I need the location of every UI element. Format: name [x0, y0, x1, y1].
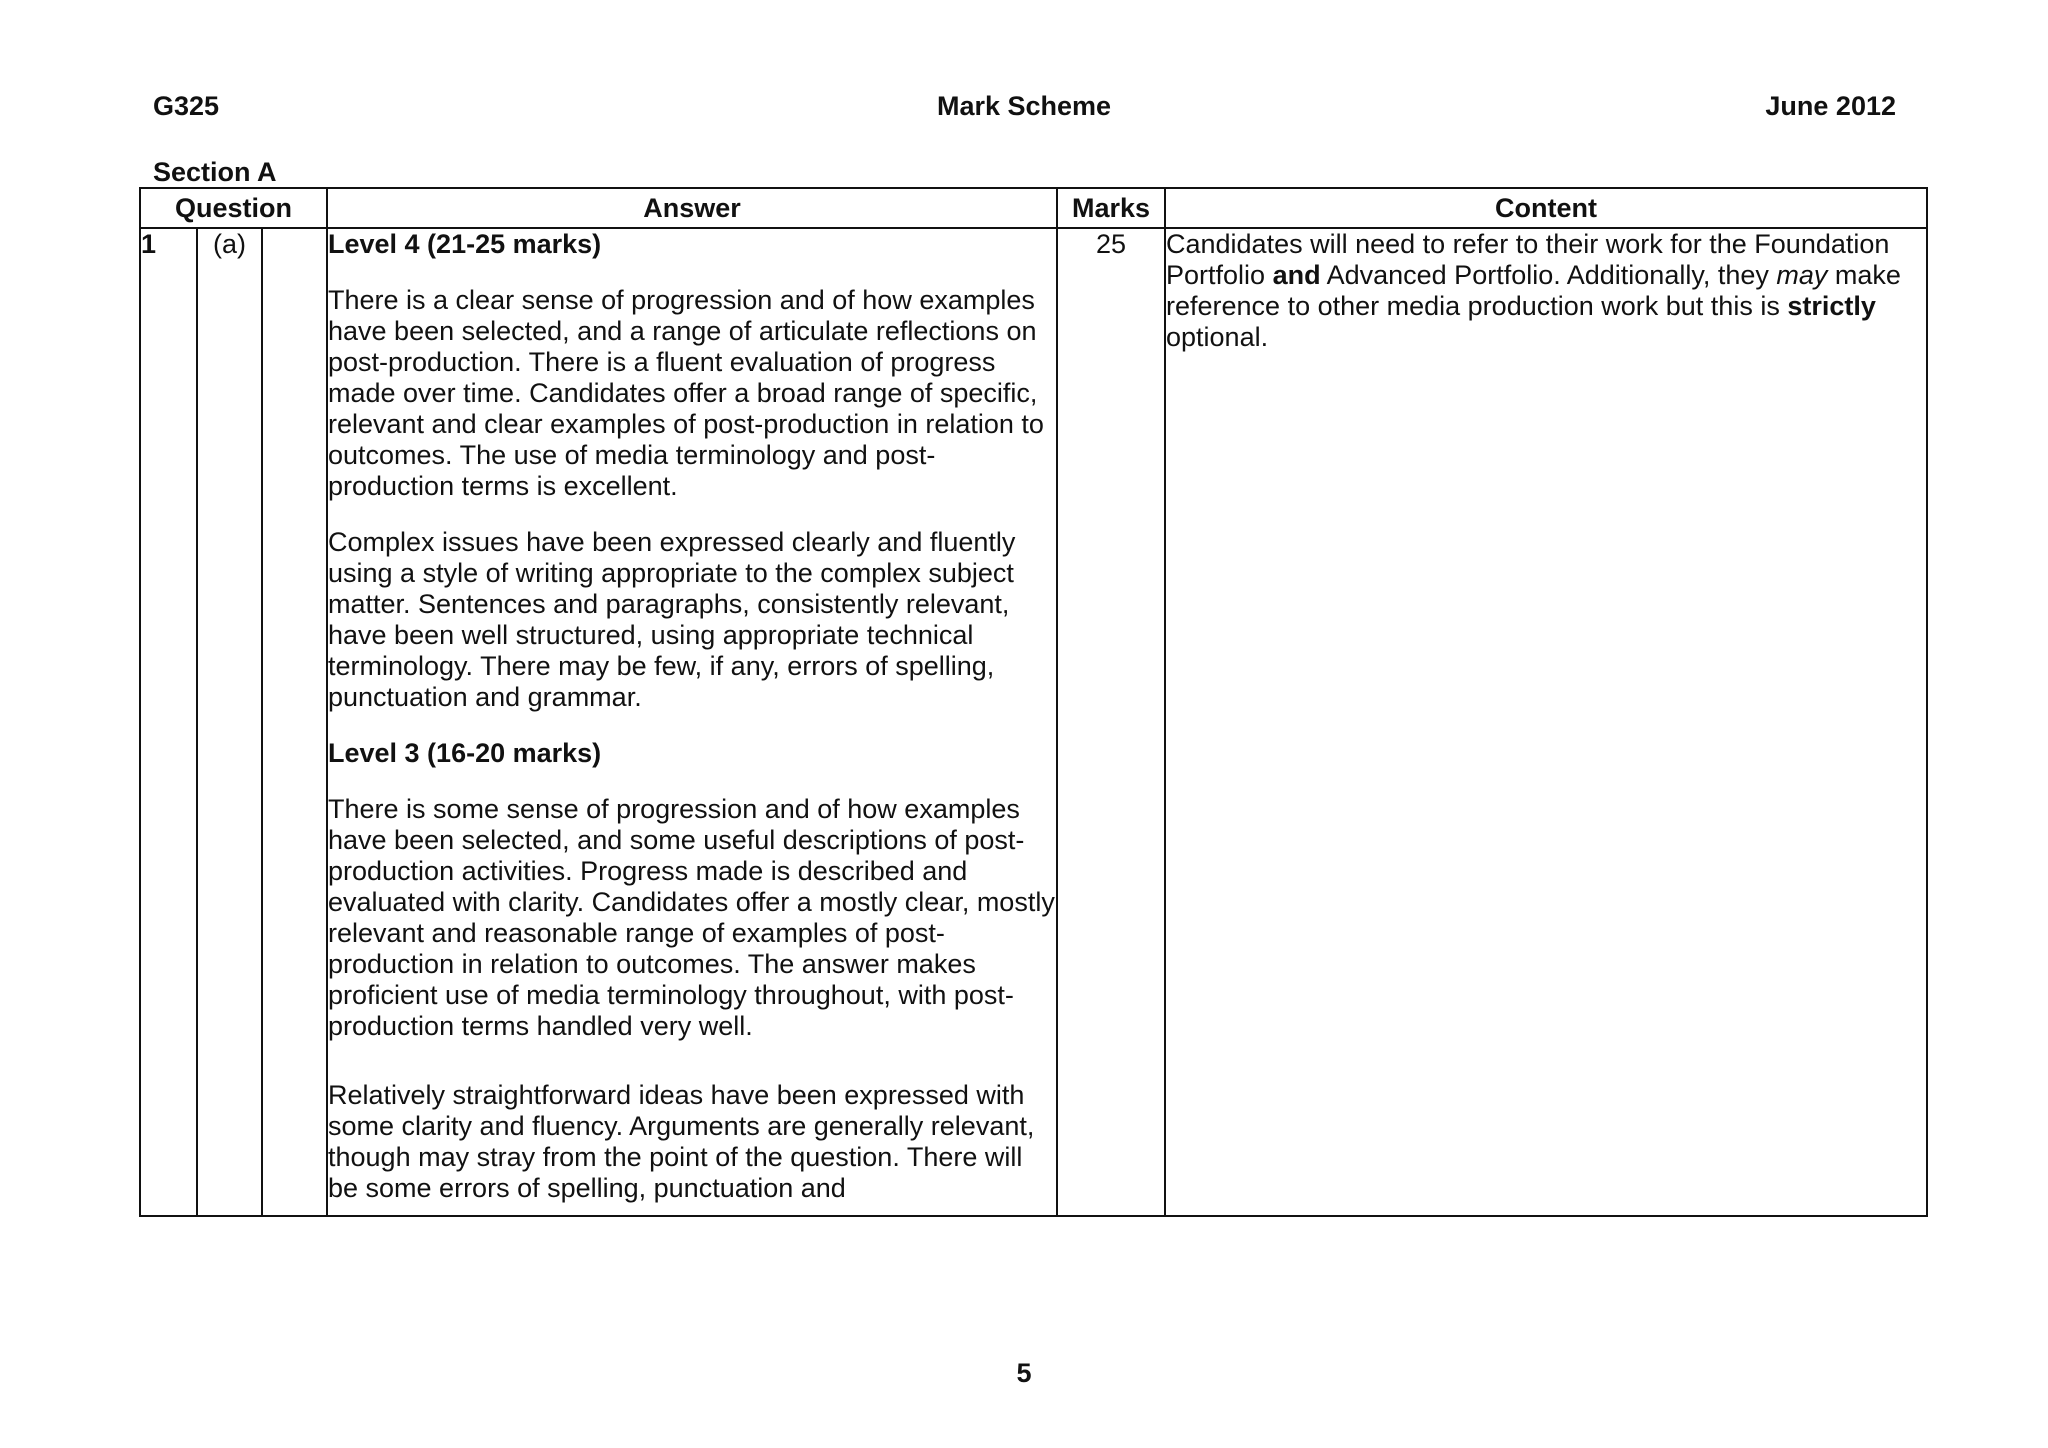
table-row	[140, 228, 1927, 1216]
level-4-heading: Level 4 (21-25 marks)	[328, 229, 602, 259]
section-title: Section A	[153, 157, 277, 187]
question-part: (a)	[197, 228, 262, 1216]
level-3-heading: Level 3 (16-20 marks)	[328, 738, 602, 768]
table-header-row	[140, 188, 1927, 228]
question-subpart	[262, 228, 327, 1216]
question-column-header: Question	[140, 188, 327, 228]
content-emphasis-may: may	[1776, 260, 1828, 290]
content-text: make reference to other media production work but this is	[1166, 260, 1901, 321]
content-cell	[1165, 228, 1927, 1216]
answer-cell	[327, 228, 1057, 1216]
content-column-header: Content	[1165, 188, 1927, 228]
level-3-descriptor: There is some sense of progression and of how examples have been selected, and some useful descriptions of post-production activities. Progress made is described and evaluated with clarity. Candidates offer a mostly clear, mostly relevant and reasonable range of examples of post-production in relation to outcomes. The answer makes proficient use of media terminology throughout, with post-production terms handled very well.	[328, 794, 1055, 1041]
content-emphasis-strictly: strictly	[1787, 291, 1876, 321]
answer-column-header: Answer	[327, 188, 1057, 228]
content-emphasis-and: and	[1272, 260, 1321, 290]
document-code: G325	[153, 91, 220, 121]
content-text: Advanced Portfolio. Additionally, they	[1320, 260, 1777, 290]
document-date: June 2012	[1765, 91, 1896, 121]
content-text: optional.	[1166, 322, 1269, 352]
document-title: Mark Scheme	[936, 91, 1112, 121]
page-number: 5	[1016, 1358, 1032, 1388]
marks-column-header: Marks	[1057, 188, 1165, 228]
level-4-writing-descriptor: Complex issues have been expressed clearly and fluently using a style of writing appropriate to the complex subject matter. Sentences and paragraphs, consistently relevant, have been well structured, using appropriate technical terminology. There may be few, if any, errors of spelling, punctuation and grammar.	[328, 527, 1016, 712]
mark-scheme-table	[139, 187, 1928, 1217]
marks-value: 25	[1057, 228, 1165, 1216]
content-text: Candidates will need to refer to their work for the Foundation Portfolio	[1166, 229, 1890, 290]
level-3-writing-descriptor: Relatively straightforward ideas have been expressed with some clarity and fluency. Arguments are generally relevant, though may stray from the point of the question. There will be some errors of spelling, punctuation and	[328, 1080, 1035, 1203]
question-number: 1	[140, 228, 197, 1216]
level-4-descriptor: There is a clear sense of progression and of how examples have been selected, and a range of articulate reflections on post-production. There is a fluent evaluation of progress made over time. Candidates offer a broad range of specific, relevant and clear examples of post-production in relation to outcomes. The use of media terminology and post-production terms is excellent.	[328, 285, 1044, 501]
